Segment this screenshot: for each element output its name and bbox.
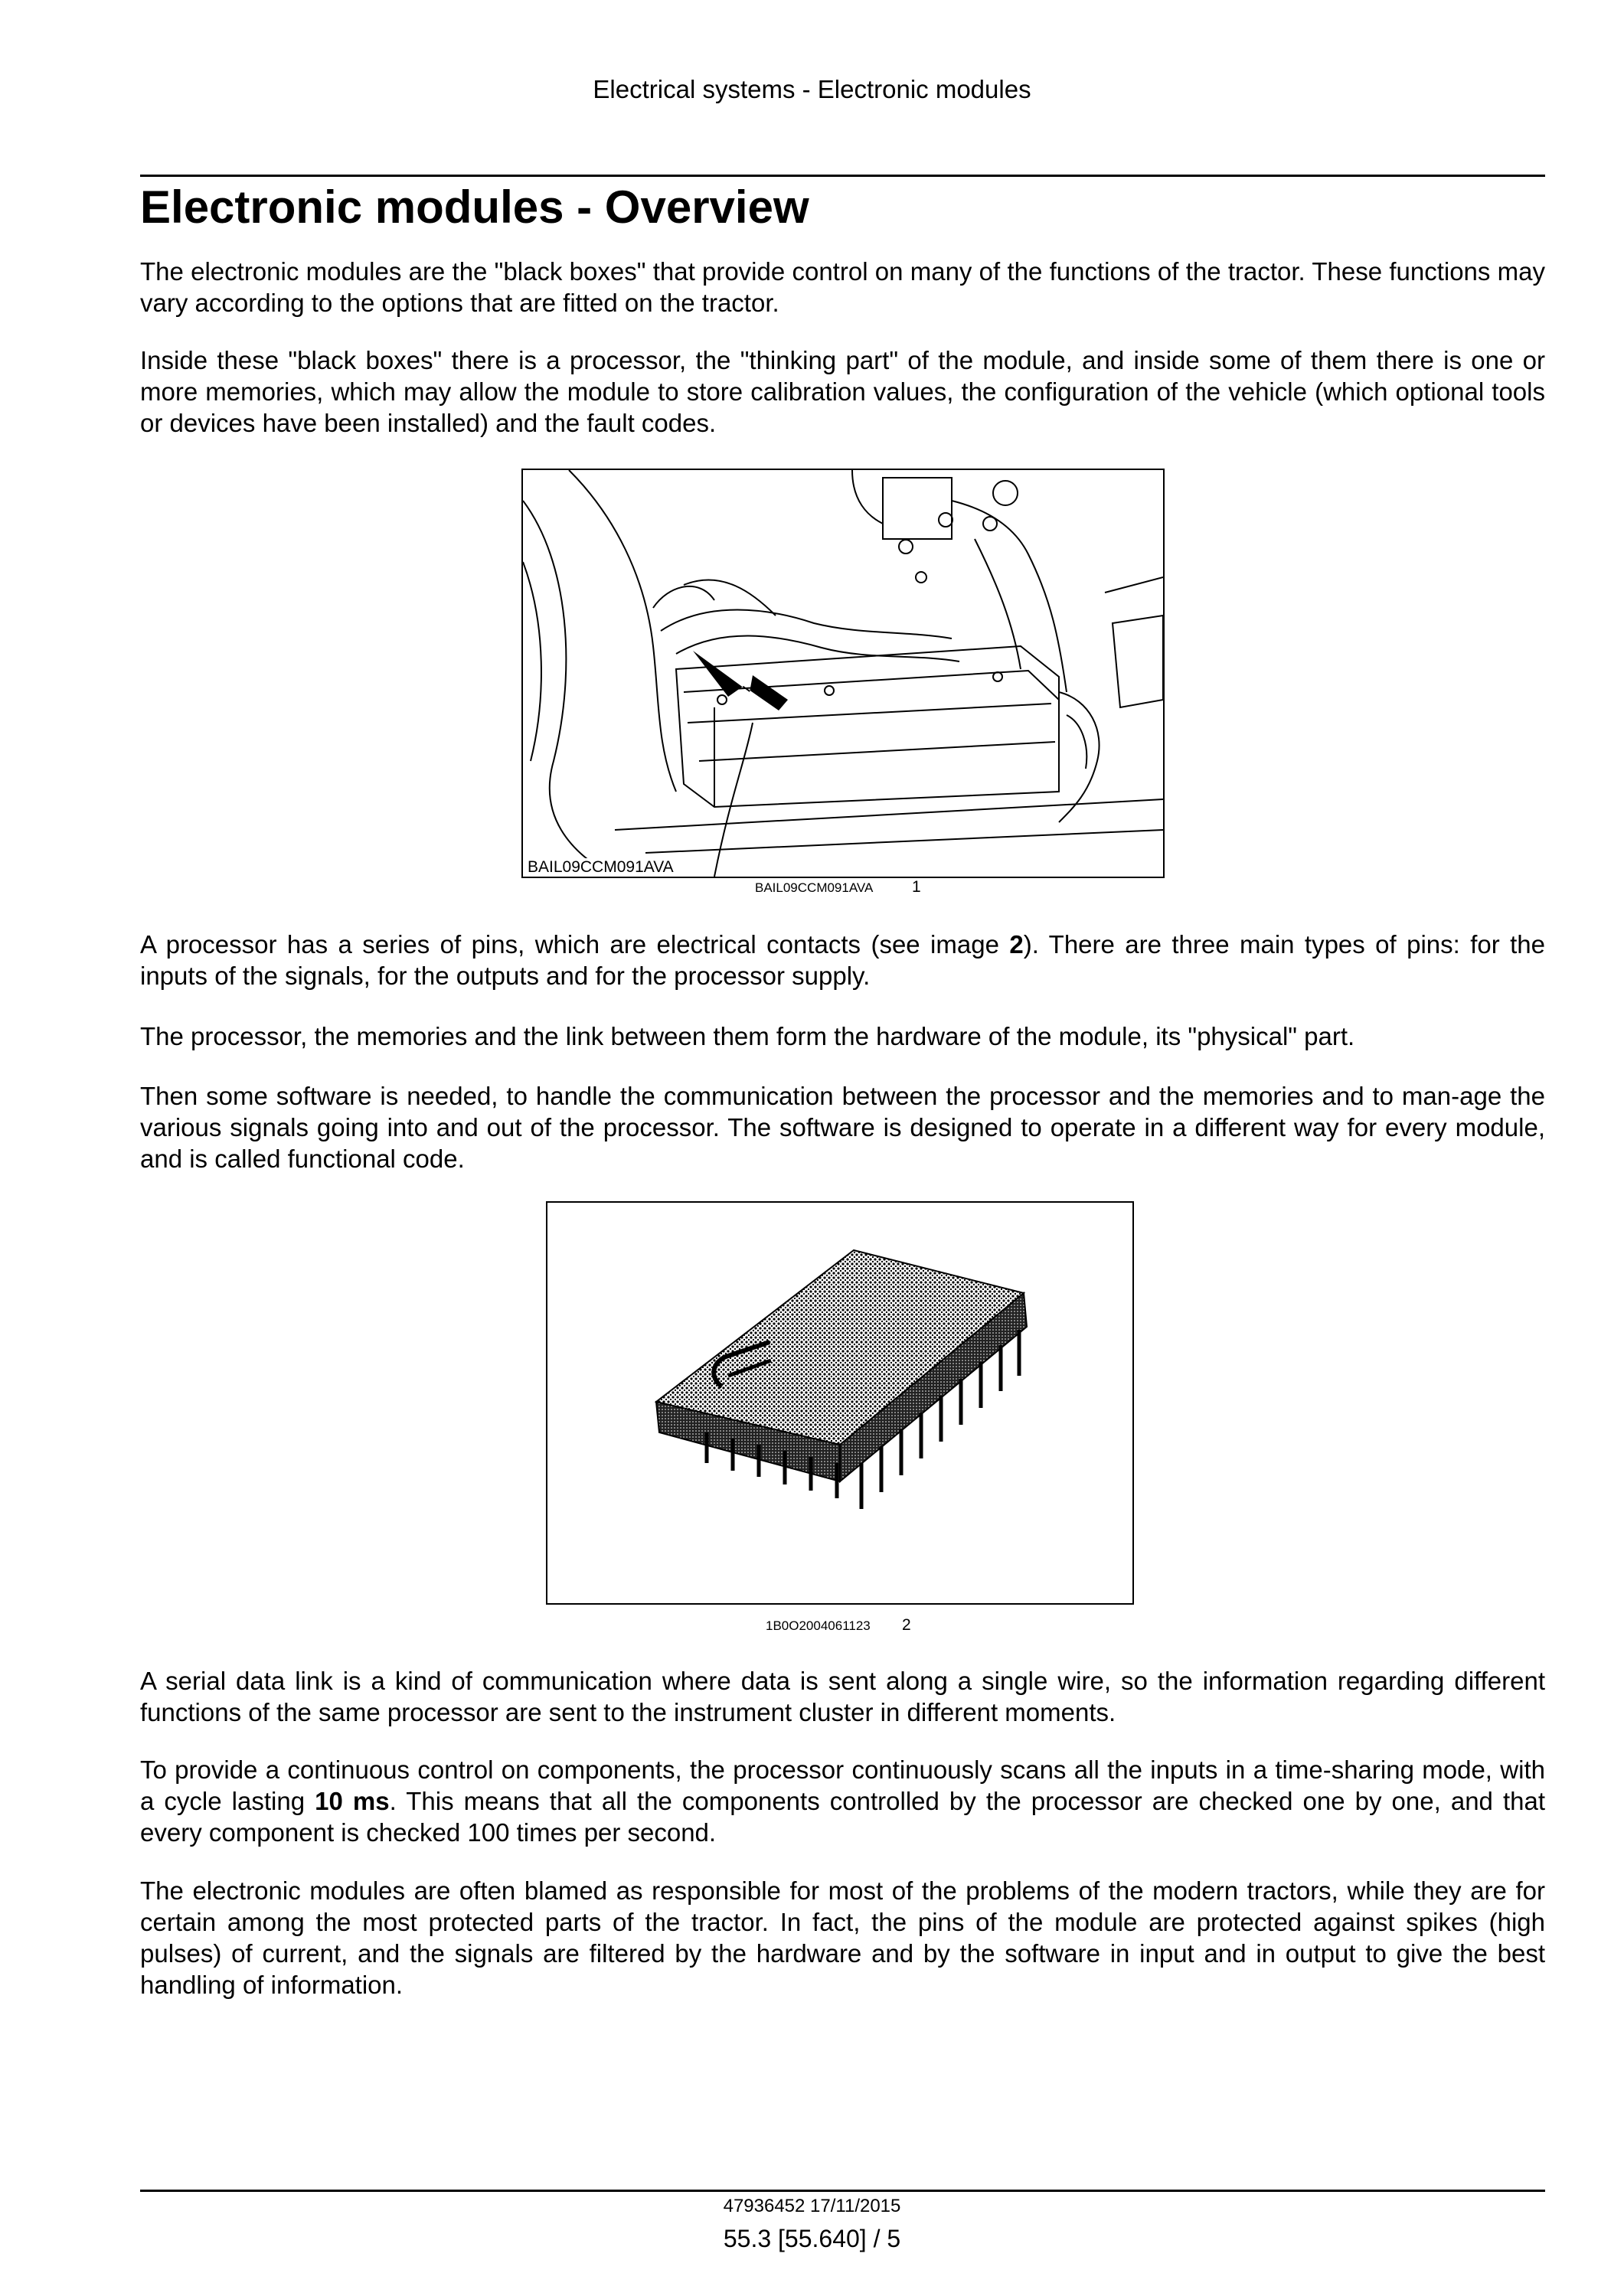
figure-caption-code: 1B0O2004061123	[766, 1618, 871, 1633]
paragraph-pins: A processor has a series of pins, which are electrical contacts (see image 2). There are three main types of pins: for the inputs of the signals, for the outputs and for the processor supply.	[140, 930, 1545, 990]
header-rule	[140, 175, 1545, 177]
running-header: Electrical systems - Electronic modules	[593, 75, 1031, 103]
figure-code-inside: BAIL09CCM091AVA	[524, 858, 677, 877]
paragraph-protection: The electronic modules are often blamed as responsible for most of the problems of the modern tractors, while they are for certain among the most protected parts of the tractor. In fact, the pins of the module are protected against spikes (high pulses) of current, and the signals are filtered by the hardware and by the software in input and in output to give the best handling of information.	[140, 1876, 1545, 1999]
paragraph-software: Then some software is needed, to handle the communication between the processor and the memories and to man-age the various signals going into and out of the processor. The software is designed to operate in a different way for every module, and is called functional code.	[140, 1082, 1545, 1173]
chip-illustration	[547, 1203, 1132, 1603]
pointer-arrow	[693, 651, 788, 710]
footer-page-reference: 55.3 [55.640] / 5	[723, 2225, 901, 2252]
figure-module-photo	[521, 469, 1165, 878]
page-title: Electronic modules - Overview	[140, 181, 809, 233]
footer-document-reference: 47936452 17/11/2015	[723, 2196, 901, 2216]
paragraph-hardware: The processor, the memories and the link between them form the hardware of the module, its "physical" part.	[140, 1022, 1355, 1050]
module-illustration	[523, 470, 1163, 877]
paragraph-black-boxes: Inside these "black boxes" there is a processor, the "thinking part" of the module, and inside some of them there is one or more memories, which may allow the module to store calibration values, the configuration of the vehicle (which optional tools or devices have been installed) and the fault codes.	[140, 346, 1545, 437]
paragraph-scan-cycle: To provide a continuous control on components, the processor continuously scans all the inputs in a time-sharing mode, with a cycle lasting 10 ms. This means that all the components controlled by the processor are checked one by one, and that every component is checked 100 times per second.	[140, 1755, 1546, 1847]
figure-processor-chip	[546, 1201, 1134, 1605]
figure-caption-number: 2	[902, 1616, 911, 1634]
paragraph-intro: The electronic modules are the "black boxes" that provide control on many of the functions of the tractor. These functions may vary according to the options that are fitted on the tractor.	[140, 257, 1545, 317]
footer-rule	[140, 2190, 1545, 2192]
figure-caption-code: BAIL09CCM091AVA	[755, 880, 874, 895]
paragraph-serial-link: A serial data link is a kind of communication where data is sent along a single wire, so the information regarding different functions of the same processor are sent to the instrument cluster in different moments.	[140, 1667, 1545, 1726]
figure-caption-number: 1	[912, 878, 921, 896]
